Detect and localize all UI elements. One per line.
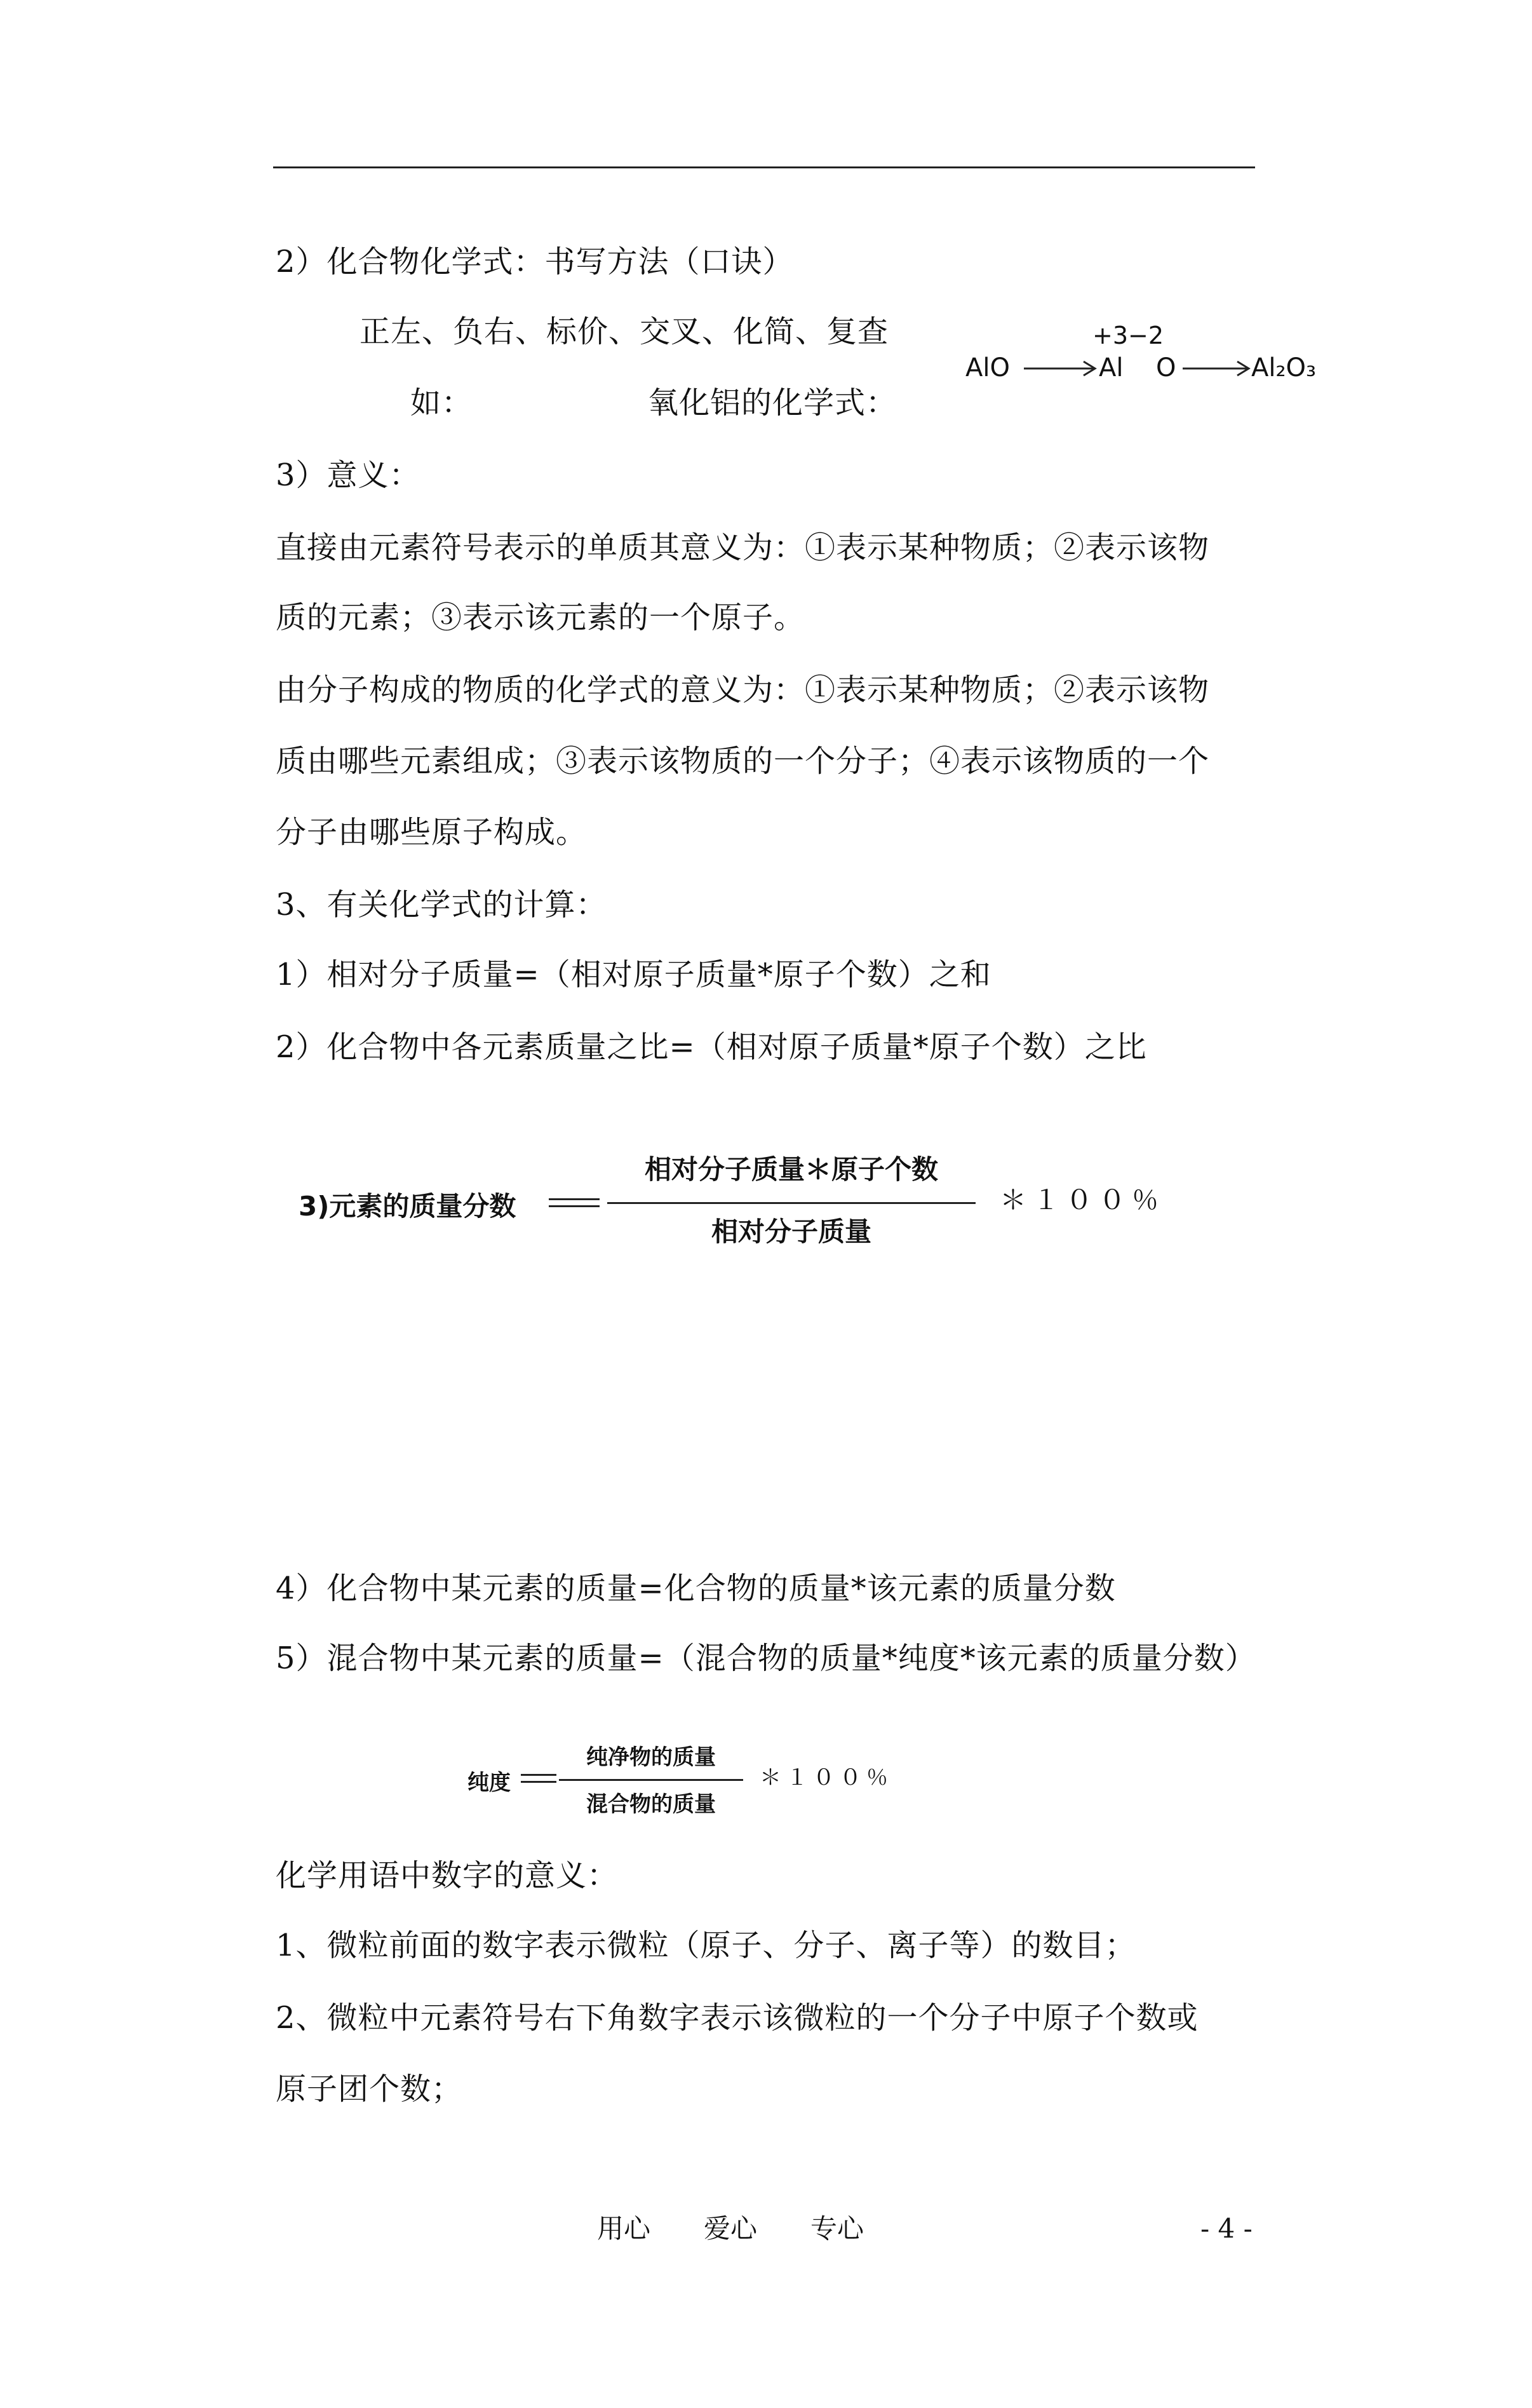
text-line: 正左、负右、标价、交叉、化简、复查 [359, 314, 889, 349]
text-line: 2、微粒中元素符号右下角数字表示该微粒的一个分子中原子个数或 [276, 2000, 1199, 2036]
text-line: 质由哪些元素组成；③表示该物质的一个分子；④表示该物质的一个 [276, 743, 1210, 779]
text-line: 5）混合物中某元素的质量=（混合物的质量*纯度*该元素的质量分数） [276, 1640, 1256, 1676]
text-line: 如： [410, 385, 473, 421]
text-line: 分子由哪些原子构成。 [276, 815, 588, 850]
fraction-bar [559, 1779, 743, 1781]
text-line: 由分子构成的物质的化学式的意义为：①表示某种物质；②表示该物 [276, 672, 1210, 708]
formula-suffix: ＊１００％ [760, 1765, 893, 1790]
formula-denominator: 相对分子质量 [711, 1216, 871, 1247]
text-line: 2）化合物化学式：书写方法（口诀） [276, 244, 794, 280]
reaction-al: Al [1099, 353, 1124, 382]
text-line: 4）化合物中某元素的质量=化合物的质量*该元素的质量分数 [276, 1571, 1116, 1606]
equals-sign [521, 1774, 556, 1783]
text-line: 直接由元素符号表示的单质其意义为：①表示某种物质；②表示该物 [276, 530, 1210, 565]
reaction-o: O [1156, 353, 1176, 382]
footer-motto: 用心 爱心 专心 [597, 2213, 864, 2244]
header-rule [273, 166, 1255, 168]
formula-suffix: ＊１００％ [1000, 1184, 1166, 1215]
formula-numerator: 相对分子质量＊原子个数 [644, 1154, 938, 1185]
formula-numerator: 纯净物的质量 [586, 1745, 716, 1770]
text-line: 2）化合物中各元素质量之比=（相对原子质量*原子个数）之比 [276, 1029, 1147, 1065]
text-line: 氧化铝的化学式： [648, 385, 897, 421]
reaction-arrow-icon [1181, 356, 1253, 381]
text-line: 化学用语中数字的意义： [276, 1858, 619, 1893]
reaction-arrow-icon [1023, 356, 1099, 381]
reaction-start: AlO [965, 353, 1010, 382]
valence-charges: +3−2 [1092, 321, 1164, 349]
text-line: 3）意义： [276, 457, 420, 493]
formula-label: 纯度 [467, 1770, 511, 1796]
page-number: - 4 - [1200, 2213, 1253, 2244]
text-line: 1、微粒前面的数字表示微粒（原子、分子、离子等）的数目； [276, 1928, 1136, 1963]
text-line: 原子团个数； [276, 2071, 463, 2107]
text-line: 质的元素；③表示该元素的一个原子。 [276, 600, 805, 635]
fraction-bar [607, 1202, 976, 1204]
text-line: 1）相对分子质量=（相对原子质量*原子个数）之和 [276, 957, 991, 992]
formula-label: 3)元素的质量分数 [299, 1191, 516, 1222]
text-line: 3、有关化学式的计算： [276, 887, 607, 923]
equals-sign [549, 1198, 600, 1207]
formula-denominator: 混合物的质量 [586, 1792, 716, 1817]
reaction-product: Al₂O₃ [1251, 353, 1317, 382]
